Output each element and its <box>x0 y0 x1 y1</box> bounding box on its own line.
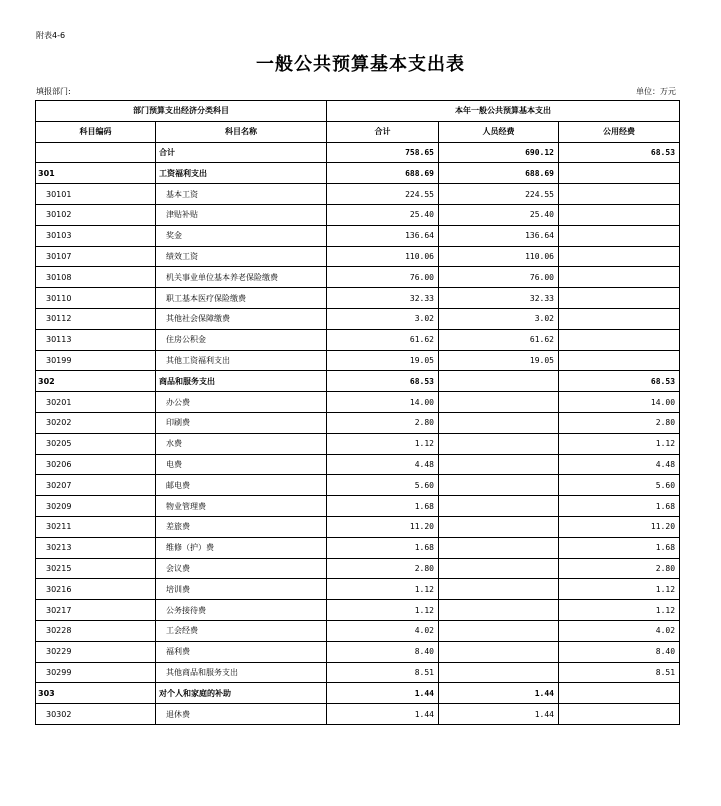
total-cell: 2.80 <box>327 412 439 433</box>
total-public-cell: 68.53 <box>559 142 680 163</box>
code-cell: 30112 <box>36 308 156 329</box>
name-cell: 职工基本医疗保险缴费 <box>156 288 327 309</box>
header-personnel: 人员经费 <box>439 121 559 142</box>
personnel-cell: 76.00 <box>439 267 559 288</box>
public-cell: 1.12 <box>559 600 680 621</box>
total-cell: 1.44 <box>327 704 439 725</box>
public-cell: 8.51 <box>559 662 680 683</box>
personnel-cell: 688.69 <box>439 163 559 184</box>
page-title: 一般公共预算基本支出表 <box>256 54 465 75</box>
personnel-cell <box>439 516 559 537</box>
name-cell: 津贴补贴 <box>156 204 327 225</box>
table-row <box>36 454 680 475</box>
personnel-cell: 136.64 <box>439 225 559 246</box>
personnel-cell: 61.62 <box>439 329 559 350</box>
table-row <box>36 371 680 392</box>
code-cell: 30216 <box>36 579 156 600</box>
public-cell: 5.60 <box>559 475 680 496</box>
table-row <box>36 662 680 683</box>
name-cell: 绩效工资 <box>156 246 327 267</box>
code-cell: 30205 <box>36 433 156 454</box>
code-cell: 30299 <box>36 662 156 683</box>
public-cell <box>559 163 680 184</box>
total-cell: 11.20 <box>327 516 439 537</box>
table-row <box>36 579 680 600</box>
table-row <box>36 288 680 309</box>
personnel-cell: 25.40 <box>439 204 559 225</box>
public-cell: 1.12 <box>559 433 680 454</box>
name-cell: 对个人和家庭的补助 <box>156 683 327 704</box>
personnel-cell <box>439 579 559 600</box>
public-cell <box>559 184 680 205</box>
name-cell: 机关事业单位基本养老保险缴费 <box>156 267 327 288</box>
name-cell: 差旅费 <box>156 516 327 537</box>
name-cell: 基本工资 <box>156 184 327 205</box>
total-cell: 1.12 <box>327 600 439 621</box>
total-cell: 14.00 <box>327 392 439 413</box>
table-row <box>36 641 680 662</box>
code-cell: 30202 <box>36 412 156 433</box>
total-cell: 1.44 <box>327 683 439 704</box>
name-cell: 培训费 <box>156 579 327 600</box>
public-cell <box>559 267 680 288</box>
personnel-cell: 1.44 <box>439 704 559 725</box>
code-cell: 30228 <box>36 620 156 641</box>
table-row <box>36 516 680 537</box>
personnel-cell <box>439 496 559 517</box>
name-cell: 维修（护）费 <box>156 537 327 558</box>
public-cell <box>559 350 680 371</box>
name-cell: 公务接待费 <box>156 600 327 621</box>
code-cell: 30101 <box>36 184 156 205</box>
total-cell: 8.51 <box>327 662 439 683</box>
table-row <box>36 620 680 641</box>
table-row <box>36 184 680 205</box>
table-row <box>36 412 680 433</box>
total-cell: 1.12 <box>327 579 439 600</box>
header-name: 科目名称 <box>156 121 327 142</box>
total-cell: 8.40 <box>327 641 439 662</box>
code-cell: 30229 <box>36 641 156 662</box>
public-cell: 8.40 <box>559 641 680 662</box>
name-cell: 其他商品和服务支出 <box>156 662 327 683</box>
public-cell <box>559 288 680 309</box>
dept-label: 填报部门: <box>36 87 71 96</box>
code-cell: 30209 <box>36 496 156 517</box>
header-total: 合计 <box>327 121 439 142</box>
public-cell <box>559 308 680 329</box>
annex-label: 附表4-6 <box>36 31 66 40</box>
public-cell: 2.80 <box>559 558 680 579</box>
total-cell: 1.68 <box>327 537 439 558</box>
personnel-cell <box>439 620 559 641</box>
name-cell: 商品和服务支出 <box>156 371 327 392</box>
header-public: 公用经费 <box>559 121 680 142</box>
code-cell: 30108 <box>36 267 156 288</box>
public-cell: 1.68 <box>559 496 680 517</box>
table-row <box>36 475 680 496</box>
total-cell: 3.02 <box>327 308 439 329</box>
personnel-cell <box>439 558 559 579</box>
name-cell: 退休费 <box>156 704 327 725</box>
personnel-cell <box>439 412 559 433</box>
total-cell: 4.48 <box>327 454 439 475</box>
expenditure-table <box>35 100 680 725</box>
code-cell: 30217 <box>36 600 156 621</box>
total-cell: 68.53 <box>327 371 439 392</box>
public-cell: 11.20 <box>559 516 680 537</box>
table-row <box>36 600 680 621</box>
code-cell: 30113 <box>36 329 156 350</box>
name-cell: 福利费 <box>156 641 327 662</box>
public-cell: 68.53 <box>559 371 680 392</box>
code-cell: 30215 <box>36 558 156 579</box>
total-cell: 688.69 <box>327 163 439 184</box>
table-row <box>36 163 680 184</box>
code-cell: 302 <box>36 371 156 392</box>
personnel-cell <box>439 371 559 392</box>
personnel-cell <box>439 454 559 475</box>
table-row <box>36 350 680 371</box>
table-total-row <box>36 142 680 163</box>
table-row <box>36 246 680 267</box>
name-cell: 办公费 <box>156 392 327 413</box>
total-code-cell <box>36 142 156 163</box>
public-cell: 1.68 <box>559 537 680 558</box>
table-row <box>36 308 680 329</box>
code-cell: 30201 <box>36 392 156 413</box>
code-cell: 30199 <box>36 350 156 371</box>
total-cell: 25.40 <box>327 204 439 225</box>
header-code: 科目编码 <box>36 121 156 142</box>
table-row <box>36 433 680 454</box>
table-row <box>36 267 680 288</box>
personnel-cell: 1.44 <box>439 683 559 704</box>
table-row <box>36 558 680 579</box>
table-row <box>36 537 680 558</box>
public-cell <box>559 204 680 225</box>
code-cell: 30110 <box>36 288 156 309</box>
public-cell <box>559 683 680 704</box>
total-total-cell: 758.65 <box>327 142 439 163</box>
total-cell: 136.64 <box>327 225 439 246</box>
public-cell <box>559 704 680 725</box>
total-name-cell: 合计 <box>156 142 327 163</box>
name-cell: 工资福利支出 <box>156 163 327 184</box>
personnel-cell <box>439 600 559 621</box>
total-cell: 32.33 <box>327 288 439 309</box>
name-cell: 物业管理费 <box>156 496 327 517</box>
name-cell: 工会经费 <box>156 620 327 641</box>
total-cell: 4.02 <box>327 620 439 641</box>
total-cell: 224.55 <box>327 184 439 205</box>
name-cell: 电费 <box>156 454 327 475</box>
header-group-budget: 本年一般公共预算基本支出 <box>327 101 680 122</box>
public-cell <box>559 225 680 246</box>
personnel-cell <box>439 475 559 496</box>
total-cell: 76.00 <box>327 267 439 288</box>
total-cell: 5.60 <box>327 475 439 496</box>
total-cell: 1.68 <box>327 496 439 517</box>
public-cell: 1.12 <box>559 579 680 600</box>
personnel-cell: 3.02 <box>439 308 559 329</box>
unit-label: 单位：万元 <box>636 87 676 96</box>
public-cell: 2.80 <box>559 412 680 433</box>
personnel-cell <box>439 392 559 413</box>
name-cell: 印刷费 <box>156 412 327 433</box>
total-personnel-cell: 690.12 <box>439 142 559 163</box>
personnel-cell <box>439 662 559 683</box>
table-row <box>36 496 680 517</box>
personnel-cell <box>439 537 559 558</box>
public-cell: 4.48 <box>559 454 680 475</box>
total-cell: 2.80 <box>327 558 439 579</box>
table-row <box>36 683 680 704</box>
name-cell: 邮电费 <box>156 475 327 496</box>
code-cell: 30103 <box>36 225 156 246</box>
personnel-cell: 19.05 <box>439 350 559 371</box>
table-row <box>36 392 680 413</box>
code-cell: 30211 <box>36 516 156 537</box>
name-cell: 会议费 <box>156 558 327 579</box>
name-cell: 奖金 <box>156 225 327 246</box>
code-cell: 30107 <box>36 246 156 267</box>
personnel-cell <box>439 641 559 662</box>
name-cell: 其他社会保障缴费 <box>156 308 327 329</box>
code-cell: 30302 <box>36 704 156 725</box>
total-cell: 61.62 <box>327 329 439 350</box>
code-cell: 303 <box>36 683 156 704</box>
public-cell: 14.00 <box>559 392 680 413</box>
personnel-cell: 224.55 <box>439 184 559 205</box>
name-cell: 水费 <box>156 433 327 454</box>
code-cell: 30206 <box>36 454 156 475</box>
total-cell: 19.05 <box>327 350 439 371</box>
table-row <box>36 204 680 225</box>
code-cell: 301 <box>36 163 156 184</box>
total-cell: 110.06 <box>327 246 439 267</box>
personnel-cell <box>439 433 559 454</box>
public-cell <box>559 246 680 267</box>
public-cell <box>559 329 680 350</box>
code-cell: 30207 <box>36 475 156 496</box>
code-cell: 30213 <box>36 537 156 558</box>
public-cell: 4.02 <box>559 620 680 641</box>
table-row <box>36 329 680 350</box>
name-cell: 其他工资福利支出 <box>156 350 327 371</box>
table-row <box>36 225 680 246</box>
table-row <box>36 704 680 725</box>
name-cell: 住房公积金 <box>156 329 327 350</box>
personnel-cell: 110.06 <box>439 246 559 267</box>
total-cell: 1.12 <box>327 433 439 454</box>
code-cell: 30102 <box>36 204 156 225</box>
header-group-economic: 部门预算支出经济分类科目 <box>36 101 327 122</box>
personnel-cell: 32.33 <box>439 288 559 309</box>
